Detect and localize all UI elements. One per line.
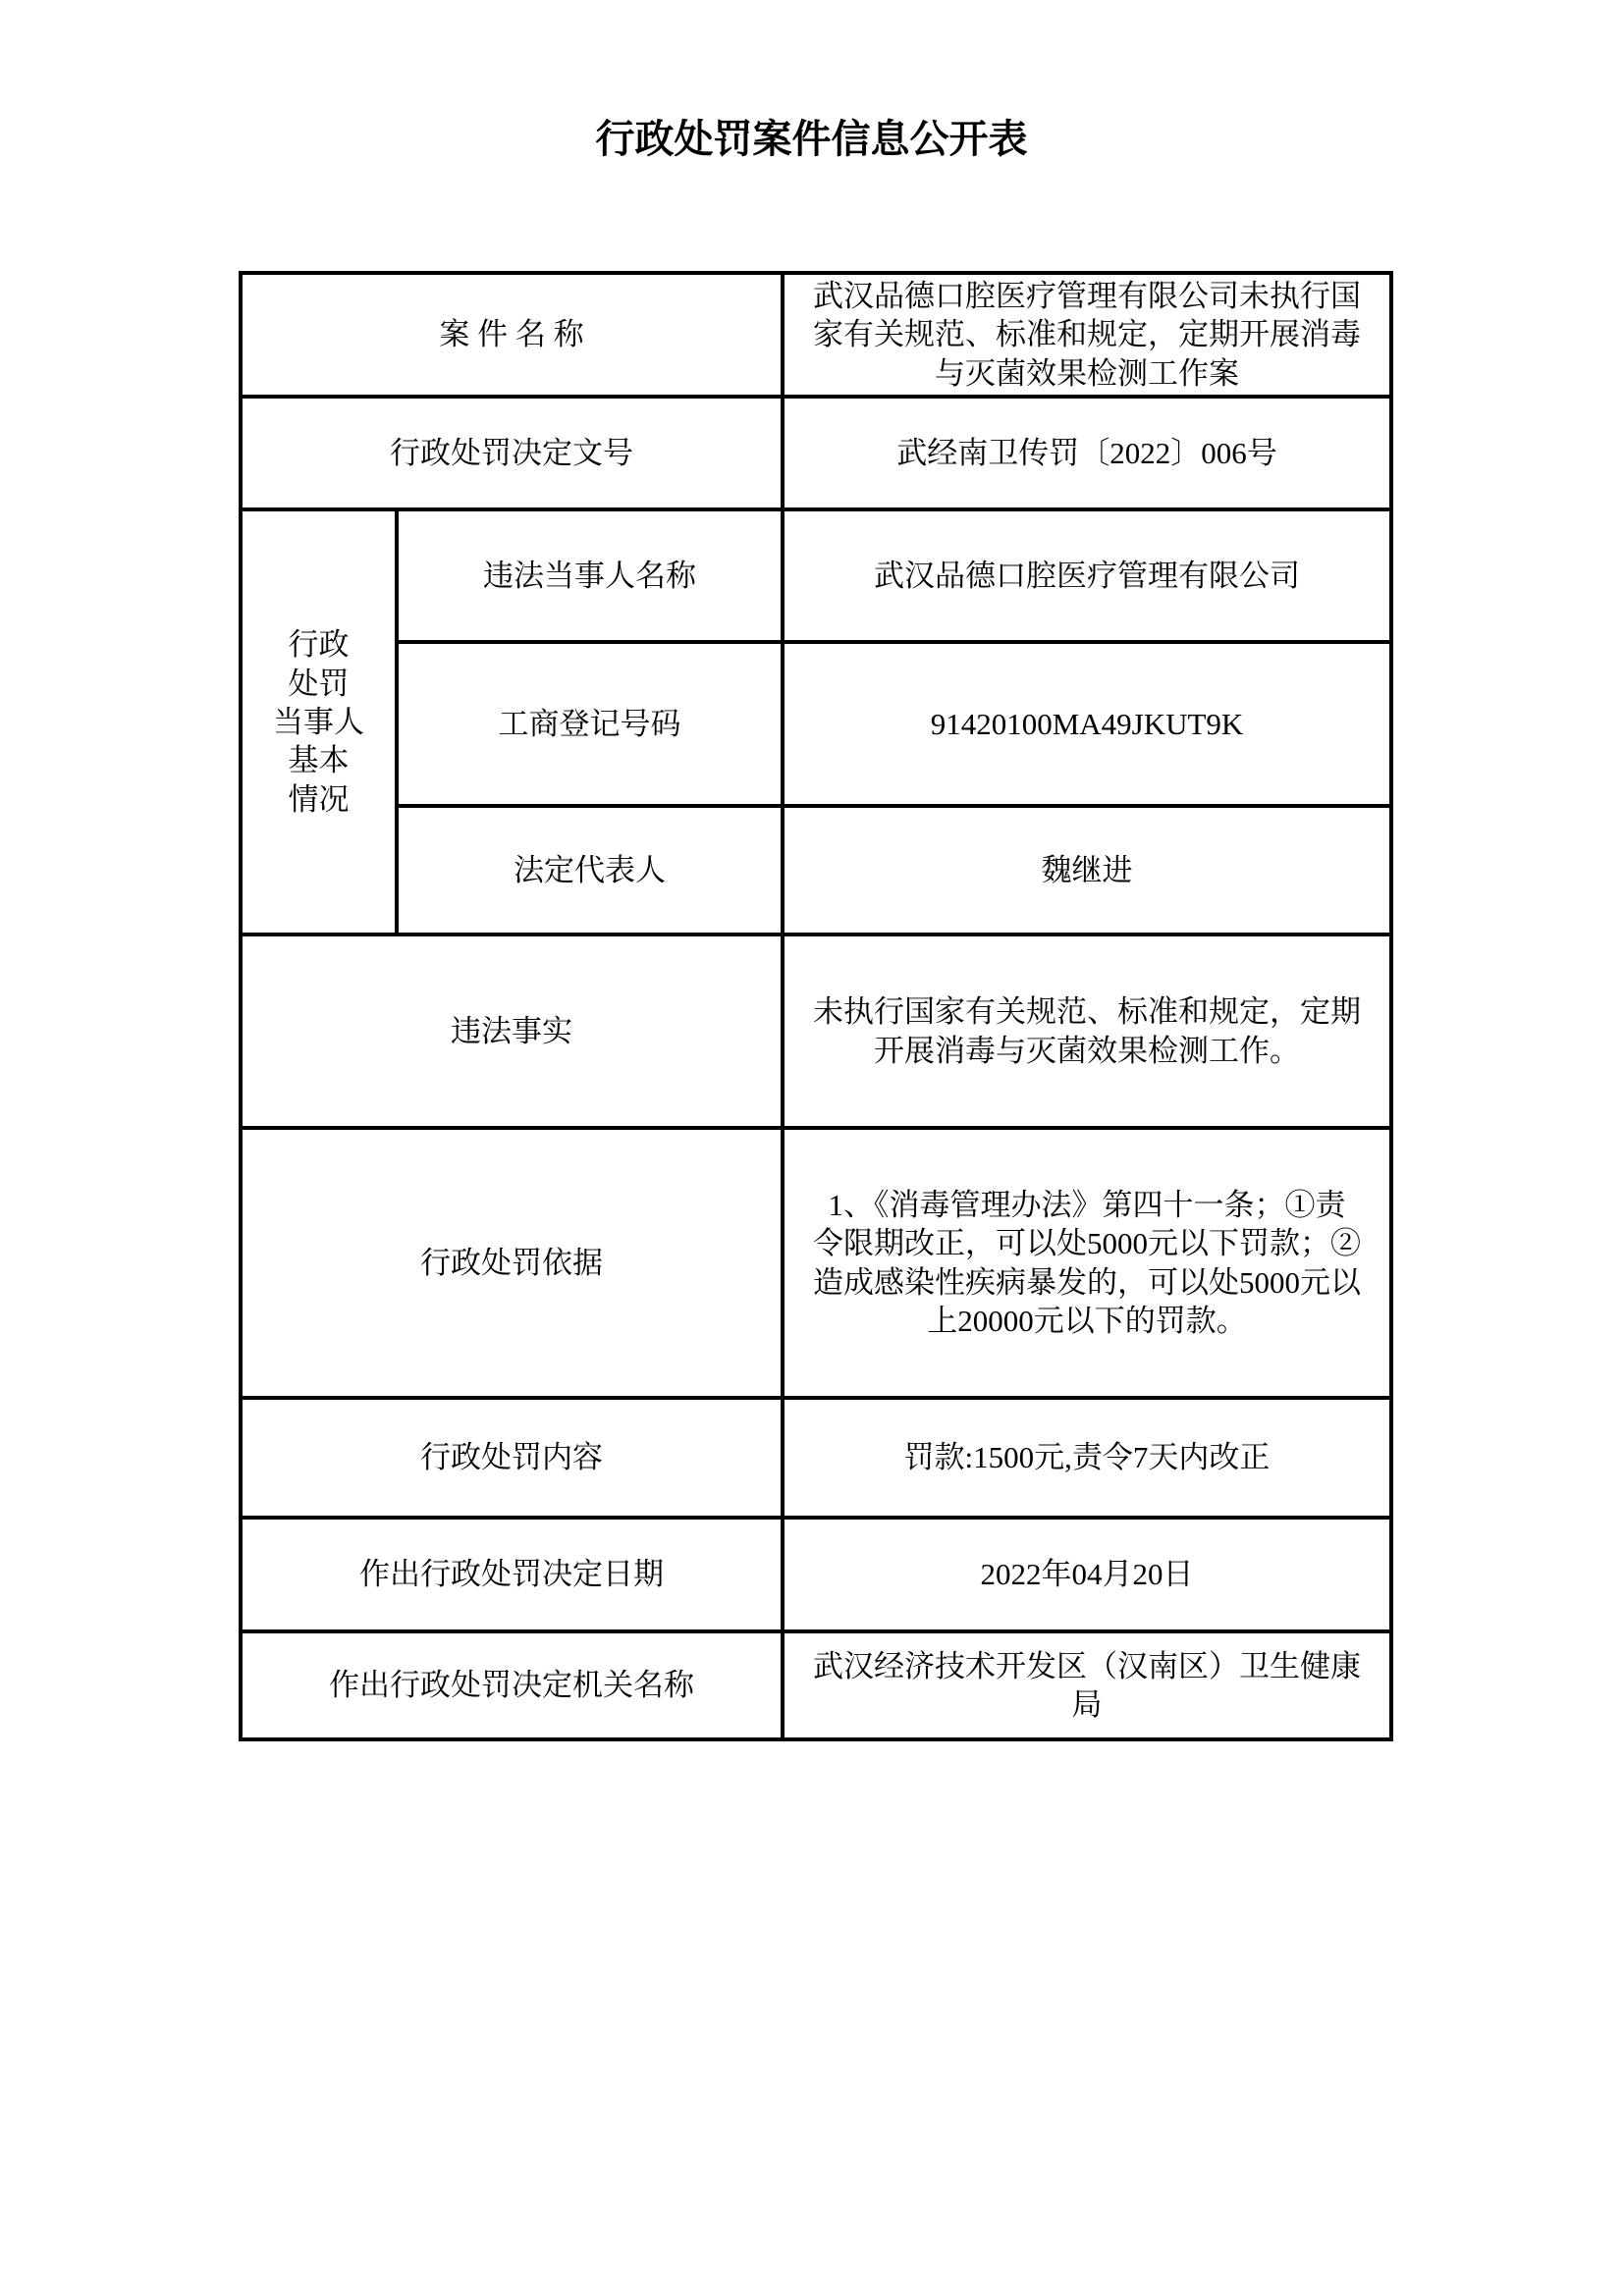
penalty-basis-label: 行政处罚依据	[241, 1128, 783, 1398]
table-row	[241, 1398, 1391, 1518]
decision-number-value: 武经南卫传罚〔2022〕006号	[783, 397, 1391, 509]
table-row	[241, 1518, 1391, 1631]
party-basic-info-side-header: 行政 处罚 当事人 基本 情况	[241, 509, 397, 934]
case-name-label: 案 件 名 称	[241, 273, 783, 397]
table-row	[241, 806, 1391, 934]
table-row	[241, 642, 1391, 806]
party-name-label: 违法当事人名称	[397, 509, 783, 642]
illegal-facts-value: 未执行国家有关规范、标准和规定，定期 开展消毒与灭菌效果检测工作。	[783, 934, 1391, 1128]
party-name-value: 武汉品德口腔医疗管理有限公司	[783, 509, 1391, 642]
case-name-value: 武汉品德口腔医疗管理有限公司未执行国 家有关规范、标准和规定，定期开展消毒 与灭菌效果检测工作案	[783, 273, 1391, 397]
decision-authority-value: 武汉经济技术开发区（汉南区）卫生健康 局	[783, 1631, 1391, 1739]
table-row	[241, 1631, 1391, 1739]
penalty-content-value: 罚款:1500元,责令7天内改正	[783, 1398, 1391, 1518]
page-title: 行政处罚案件信息公开表	[595, 117, 1028, 161]
penalty-content-label: 行政处罚内容	[241, 1398, 783, 1518]
decision-date-value: 2022年04月20日	[783, 1518, 1391, 1631]
table-row	[241, 509, 1391, 642]
registration-number-value: 91420100MA49JKUT9K	[783, 642, 1391, 806]
table-row	[241, 1128, 1391, 1398]
table-row	[241, 273, 1391, 397]
penalty-info-table	[239, 271, 1393, 1741]
legal-representative-value: 魏继进	[783, 806, 1391, 934]
table-row	[241, 934, 1391, 1128]
penalty-basis-value: 1、《消毒管理办法》第四十一条；①责 令限期改正，可以处5000元以下罚款；② 造成感染性疾病暴发的，可以处5000元以 上20000元以下的罚款。	[783, 1128, 1391, 1398]
illegal-facts-label: 违法事实	[241, 934, 783, 1128]
decision-date-label: 作出行政处罚决定日期	[241, 1518, 783, 1631]
registration-number-label: 工商登记号码	[397, 642, 783, 806]
legal-representative-label: 法定代表人	[397, 806, 783, 934]
decision-authority-label: 作出行政处罚决定机关名称	[241, 1631, 783, 1739]
table-row	[241, 397, 1391, 509]
decision-number-label: 行政处罚决定文号	[241, 397, 783, 509]
